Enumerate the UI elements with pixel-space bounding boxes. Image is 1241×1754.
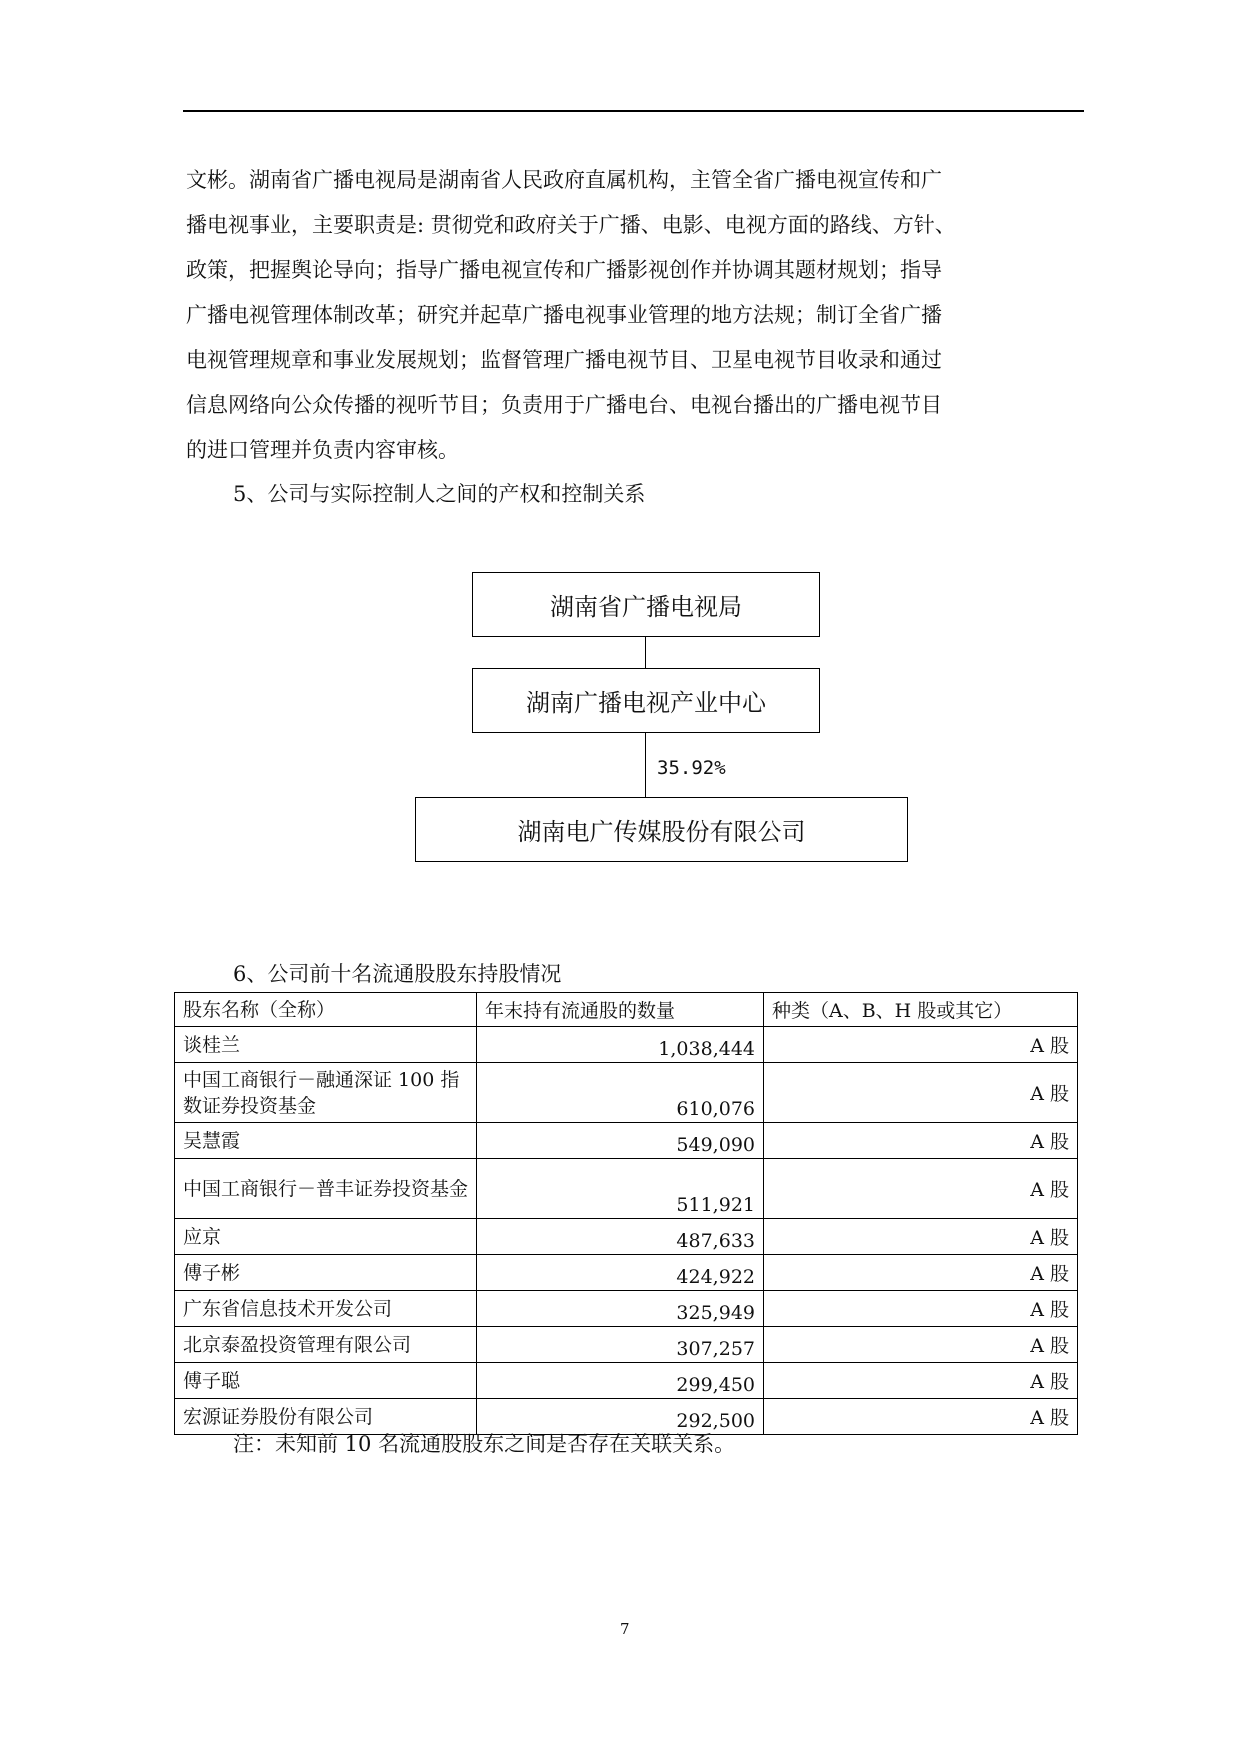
diagram-box-controller: 湖南省广播电视局: [472, 572, 820, 637]
share-type: A 股: [764, 1291, 1078, 1327]
section-5-heading: 5、公司与实际控制人之间的产权和控制关系: [233, 482, 646, 506]
table-row: [175, 1027, 1078, 1063]
column-header: 种类（A、B、H 股或其它）: [764, 993, 1078, 1027]
shareholder-name: 吴慧霞: [175, 1123, 477, 1159]
shareholder-name: 中国工商银行－普丰证券投资基金: [175, 1159, 477, 1219]
shareholder-name: 广东省信息技术开发公司: [175, 1291, 477, 1327]
shareholder-qty: 292,500: [477, 1399, 764, 1435]
table-row: [175, 1159, 1078, 1219]
diagram-share-label: 35.92%: [657, 757, 726, 779]
paragraph-line: 广播电视管理体制改革；研究并起草广播电视事业管理的地方法规；制订全省广播: [186, 303, 942, 327]
paragraph-line: 的进口管理并负责内容审核。: [186, 438, 459, 462]
shareholder-name: 宏源证券股份有限公司: [175, 1399, 477, 1435]
share-type: A 股: [764, 1159, 1078, 1219]
share-type: A 股: [764, 1363, 1078, 1399]
table-note: 注：未知前 10 名流通股股东之间是否存在关联关系。: [233, 1432, 736, 1456]
share-type: A 股: [764, 1327, 1078, 1363]
shareholder-qty: 307,257: [477, 1327, 764, 1363]
shareholder-name: 傅子彬: [175, 1255, 477, 1291]
paragraph-line: 文彬。湖南省广播电视局是湖南省人民政府直属机构，主管全省广播电视宣传和广: [186, 168, 942, 192]
shareholder-qty: 610,076: [477, 1063, 764, 1123]
share-type: A 股: [764, 1123, 1078, 1159]
column-header: 股东名称（全称）: [175, 993, 477, 1027]
paragraph-line: 信息网络向公众传播的视听节目；负责用于广播电台、电视台播出的广播电视节目: [186, 393, 942, 417]
table-row: [175, 1327, 1078, 1363]
column-header: 年末持有流通股的数量: [477, 993, 764, 1027]
page-number: 7: [620, 1620, 630, 1638]
diagram-connector: [645, 733, 646, 797]
share-type: A 股: [764, 1255, 1078, 1291]
table-row: [175, 1363, 1078, 1399]
shareholder-name: 谈桂兰: [175, 1027, 477, 1063]
body-paragraph: [186, 158, 1084, 473]
shareholder-qty: 549,090: [477, 1123, 764, 1159]
shareholder-qty: 1,038,444: [477, 1027, 764, 1063]
table-row: [175, 1063, 1078, 1123]
paragraph-line: 电视管理规章和事业发展规划；监督管理广播电视节目、卫星电视节目收录和通过: [186, 348, 942, 372]
table-row: [175, 1291, 1078, 1327]
table-row: [175, 1255, 1078, 1291]
paragraph-line: 播电视事业，主要职责是: 贯彻党和政府关于广播、电影、电视方面的路线、方针、: [186, 213, 956, 237]
table-header-row: [175, 993, 1078, 1027]
share-type: A 股: [764, 1063, 1078, 1123]
diagram-box-company: 湖南电广传媒股份有限公司: [415, 797, 908, 862]
share-type: A 股: [764, 1399, 1078, 1435]
shareholder-qty: 487,633: [477, 1219, 764, 1255]
header-rule: [183, 110, 1084, 112]
share-type: A 股: [764, 1219, 1078, 1255]
diagram-connector: [645, 637, 646, 668]
shareholder-name: 应京: [175, 1219, 477, 1255]
section-6-heading: 6、公司前十名流通股股东持股情况: [233, 962, 562, 986]
paragraph-line: 政策，把握舆论导向；指导广播电视宣传和广播影视创作并协调其题材规划；指导: [186, 258, 942, 282]
diagram-box-parent: 湖南广播电视产业中心: [472, 668, 820, 733]
shareholder-qty: 299,450: [477, 1363, 764, 1399]
shareholder-name: 北京泰盈投资管理有限公司: [175, 1327, 477, 1363]
table-row: [175, 1123, 1078, 1159]
share-type: A 股: [764, 1027, 1078, 1063]
shareholder-name: 傅子聪: [175, 1363, 477, 1399]
shareholder-qty: 325,949: [477, 1291, 764, 1327]
table-row: [175, 1219, 1078, 1255]
shareholders-table: [174, 992, 1078, 1435]
shareholder-qty: 511,921: [477, 1159, 764, 1219]
shareholder-qty: 424,922: [477, 1255, 764, 1291]
shareholder-name: 中国工商银行－融通深证 100 指数证券投资基金: [175, 1063, 477, 1123]
